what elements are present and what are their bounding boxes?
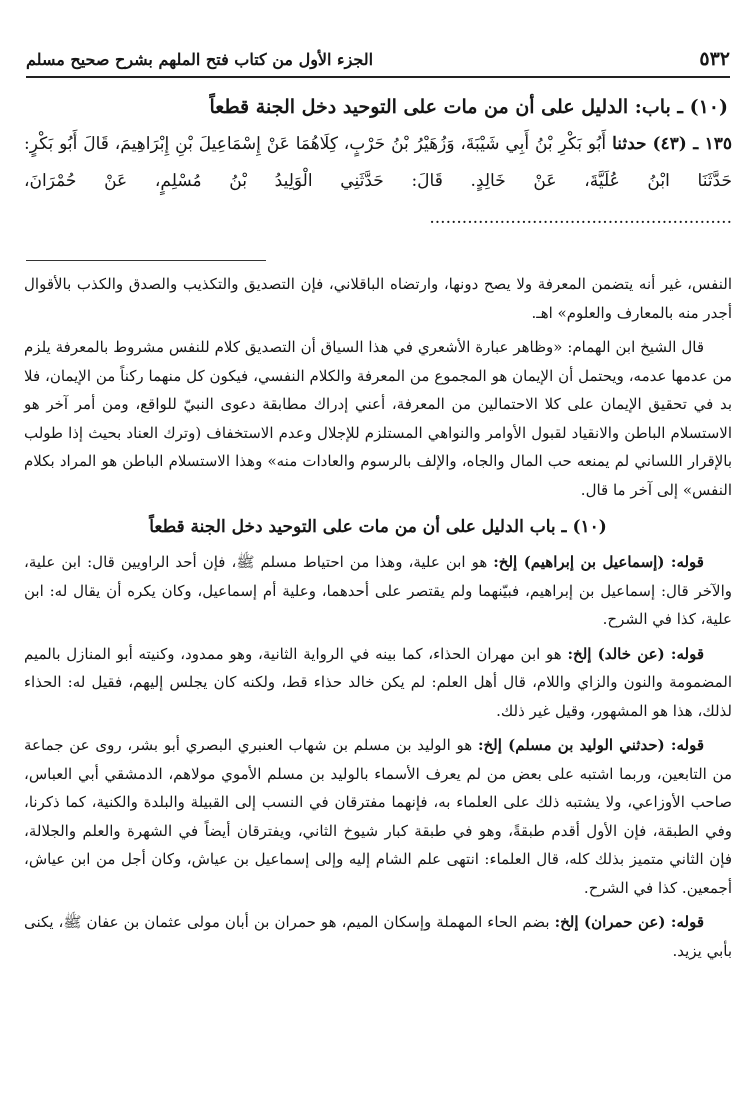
chapter-title: (١٠) ـ باب: الدليل على أن من مات على التوحيد دخل الجنة قطعاً	[209, 96, 728, 118]
note-label: قوله: (إسماعيل بن إبراهيم) إلخ:	[493, 553, 704, 571]
footnote-rule	[26, 260, 266, 261]
commentary-note	[24, 908, 732, 965]
commentary-note	[24, 640, 732, 726]
note-label: قوله: (حدثني الوليد بن مسلم) إلخ:	[477, 736, 704, 754]
running-title: الجزء الأول من كتاب فتح الملهم بشرح صحيح مسلم	[26, 49, 374, 69]
commentary-paragraph: قال الشيخ ابن الهمام: «وظاهر عبارة الأشعري في هذا السياق أن التصديق كلام للنفس مشروط بالمعرفة يلزم من عدمها عدمه، ويحتمل أن الإيمان هو المجموع من المعرفة والكلام النفسي، فيكون كل منهما ركناً من الإيمان، فلا بد في تحقيق الإيمان على كلا الاحتمالين من المعرفة، أعني إدراك مطابقة دعوى النبيّ للواقع، ومن أمر آخر هو الاستسلام الباطن والانقياد لقبول الأوامر والنواهي المستلزم للإجلال وعدم الاستخفاف (وترك العناد بحيث إذا طولب بالإقرار اللساني لم يمنعه حب المال والجاه، والإلف بالرسوم والعادات منه» وهذا الاستسلام الباطن هو المراد بكلام النفس» إلى آخر ما قال.	[24, 338, 732, 499]
hadith-text	[24, 126, 732, 237]
note-text: هو الوليد بن مسلم بن شهاب العنبري البصري أبو بشر، روى عن جماعة من التابعين، وربما اشتبه على بعض من لم يعرف الأسماء بالوليد بن مسلم الأموي مولاهم، الدمشقي أبي العباس، صاحب الأوزاعي، ولا يشتبه ذلك على العلماء به، فإنهما مفترقان في النسب إلى القبيلة والبلدة والكنية، كما ذكرنا، وفي الطبقة، فإن الأول أقدم طبقةً، وهو في طبقة كبار شيوخ الثاني، ويفترقان أيضاً في الشهرة والعلم والجلالة، فإن الثاني متميز بذلك كله، قال العلماء: انتهى علم الشام إليه وإلى إسماعيل بن عياش، وكان أجل من ابن عياش، أجمعين. كذا في الشرح.	[24, 736, 732, 897]
commentary-note	[24, 731, 732, 902]
note-text: هو ابن مهران الحذاء، كما بينه في الرواية الثانية، وهو ممدود، وكنيته أبو المنازل بالميم المضمومة والنون والزاي واللام، قال أهل العلم: لم يكن خالد حذاء قط، ولكنه كان يجلس إليهم، فقيل له: الحذاء لذلك، هذا هو المشهور، وقيل غير ذلك.	[24, 644, 732, 720]
hadith-body: أَبُو بَكْرِ بْنُ أَبِي شَيْبَةَ، وَزُهَيْرُ بْنُ حَرْبٍ، كِلَاهُمَا عَنْ إِسْمَاعِيلَ بْنِ إِبْرَاهِيمَ، قَالَ أَبُو بَكْرٍ: حَدَّثَنَا ابْنُ عُلَيَّةَ، عَنْ خَالِدٍ. قَالَ: حَدَّثَنِي الْوَلِيدُ بْنُ مُسْلِمٍ، عَنْ حُمْرَانَ،	[24, 134, 732, 191]
commentary-chapter-title: (١٠) ـ باب الدليل على أن من مات على التوحيد دخل الجنة قطعاً	[149, 517, 607, 537]
hadith-block	[24, 88, 732, 237]
note-text: بضم الحاء المهملة وإسكان الميم، هو حمران بن أبان مولى عثمان بن عفان ﷺ، يكنى بأبي يزيد.	[24, 913, 732, 960]
running-header	[26, 42, 730, 78]
commentary-paragraph: النفس، غير أنه يتضمن المعرفة ولا يصح دونها، وارتضاه الباقلاني، فإن التصديق والتكذيب والصدق والكذب بالأقوال أجدر منه بالمعارف والعلوم» اهـ.	[24, 275, 732, 322]
note-label: قوله: (عن حمران) إلخ:	[554, 913, 704, 931]
note-text: هو ابن علية، وهذا من احتياط مسلم ﷺ، فإن أحد الراويين قال: ابن علية، والآخر قال: إسماعيل بن إبراهيم، فبيّنهما ولم يقتصر على أحدهما، وعلية أم إسماعيل، وكان يكره أن يقال له: ابن علية، كذا في الشرح.	[24, 553, 732, 628]
note-label: قوله: (عن خالد) إلخ:	[567, 644, 704, 663]
commentary-note	[24, 548, 732, 634]
commentary	[24, 270, 732, 965]
page-number: ٥٣٢	[699, 48, 730, 70]
hadith-continuation-dots: ........................................................	[429, 208, 732, 228]
isnad-lead: حدثنا	[612, 134, 647, 154]
hadith-number: ١٣٥ ـ (٤٣)	[652, 134, 733, 154]
